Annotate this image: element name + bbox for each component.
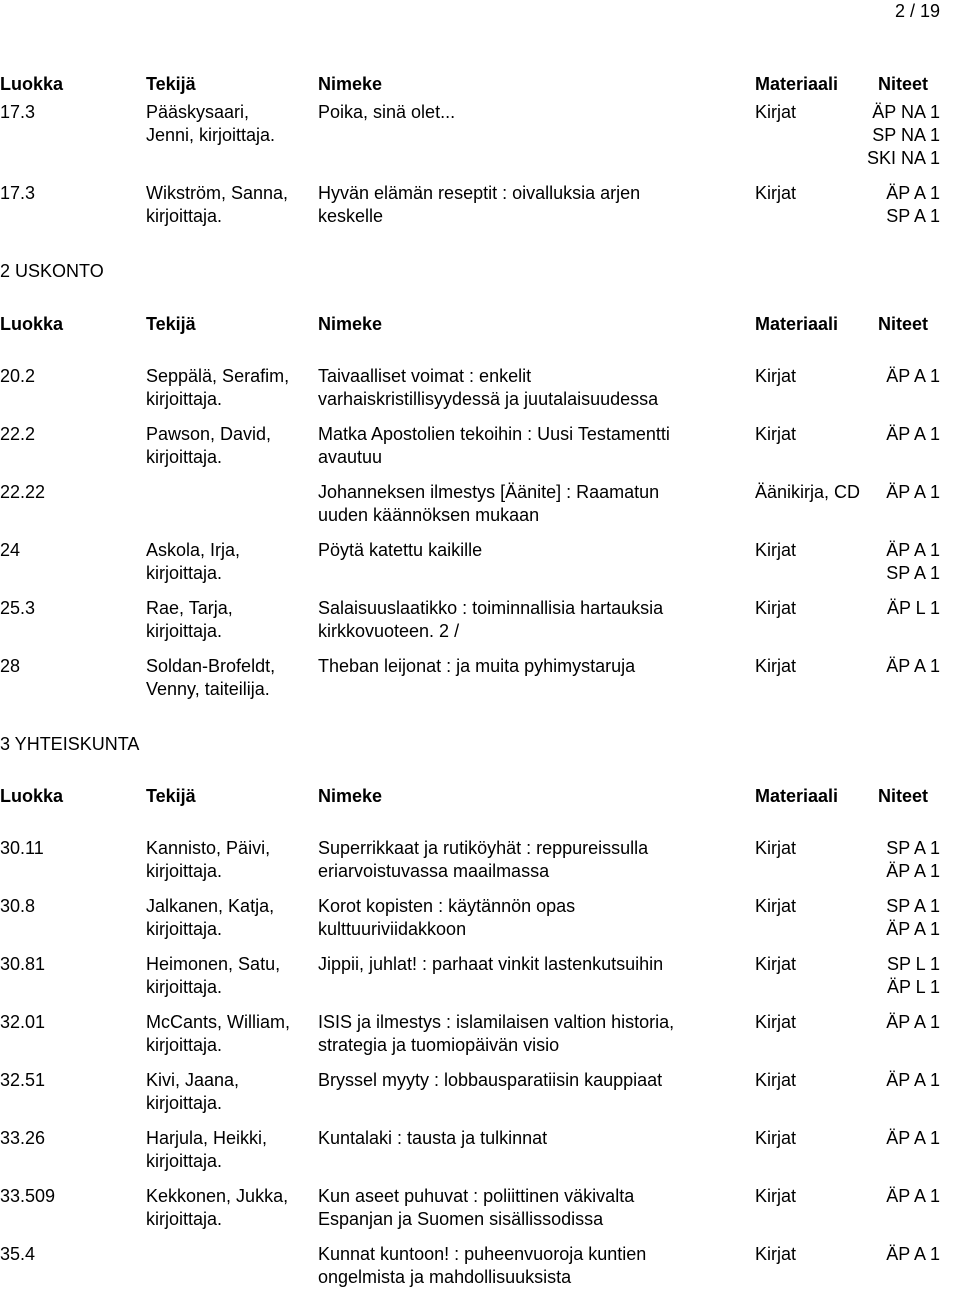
cell-niteet: SP A 1 ÄP A 1 — [886, 896, 940, 939]
cell-materiaali: Kirjat — [755, 540, 797, 560]
cell-materiaali: Kirjat — [755, 1128, 797, 1148]
page-number: 2 / 19 — [894, 1, 940, 21]
cell-niteet: ÄP A 1 — [886, 424, 940, 444]
cell-tekija: Rae, Tarja, kirjoittaja. — [146, 598, 233, 641]
table-row — [0, 481, 960, 525]
table-row — [0, 655, 960, 699]
cell-materiaali: Kirjat — [755, 1244, 797, 1264]
table-row — [0, 837, 960, 881]
cell-luokka: 20.2 — [0, 366, 36, 386]
cell-niteet: SP L 1 ÄP L 1 — [886, 954, 940, 997]
cell-luokka: 25.3 — [0, 598, 36, 618]
cell-nimeke: Salaisuuslaatikko : toiminnallisia hartauksia kirkkovuoteen. 2 / — [318, 598, 664, 641]
cell-luokka: 17.3 — [0, 183, 36, 203]
cell-materiaali: Kirjat — [755, 1186, 797, 1206]
section-title: 2 USKONTO — [0, 261, 104, 281]
cell-materiaali: Kirjat — [755, 896, 797, 916]
cell-luokka: 32.01 — [0, 1012, 46, 1032]
cell-nimeke: Kuntalaki : tausta ja tulkinnat — [318, 1128, 548, 1148]
cell-luokka: 30.11 — [0, 838, 44, 858]
cell-luokka: 22.22 — [0, 482, 46, 502]
cell-nimeke: Kunnat kuntoon! : puheenvuoroja kuntien ongelmista ja mahdollisuuksista — [318, 1244, 647, 1287]
cell-niteet: ÄP A 1 — [886, 1186, 940, 1206]
cell-tekija: Kannisto, Päivi, kirjoittaja. — [146, 838, 271, 881]
cell-nimeke: Jippii, juhlat! : parhaat vinkit lastenkutsuihin — [318, 954, 664, 974]
cell-luokka: 17.3 — [0, 102, 36, 122]
cell-niteet: ÄP A 1 SP A 1 — [886, 183, 940, 226]
cell-niteet: ÄP A 1 — [886, 656, 940, 676]
cell-materiaali: Kirjat — [755, 102, 797, 122]
cell-tekija: Wikström, Sanna, kirjoittaja. — [146, 183, 289, 226]
cell-nimeke: ISIS ja ilmestys : islamilaisen valtion historia, strategia ja tuomiopäivän visio — [318, 1012, 675, 1055]
table-row — [0, 182, 960, 226]
cell-luokka: 35.4 — [0, 1244, 36, 1264]
table-header — [0, 73, 960, 96]
header-niteet: Niteet — [878, 314, 929, 334]
header-tekija: Tekijä — [146, 786, 196, 806]
cell-luokka: 24 — [0, 540, 21, 560]
cell-nimeke: Superrikkaat ja rutiköyhät : reppureissulla eriarvoistuvassa maailmassa — [318, 838, 649, 881]
cell-tekija: Pääskysaari, Jenni, kirjoittaja. — [146, 102, 276, 145]
cell-nimeke: Poika, sinä olet... — [318, 102, 456, 122]
header-luokka: Luokka — [0, 314, 64, 334]
header-tekija: Tekijä — [146, 314, 196, 334]
cell-luokka: 30.81 — [0, 954, 46, 974]
table-row — [0, 1127, 960, 1171]
cell-tekija: McCants, William, kirjoittaja. — [146, 1012, 291, 1055]
cell-materiaali: Kirjat — [755, 1012, 797, 1032]
table-row — [0, 953, 960, 997]
cell-niteet: ÄP A 1 — [886, 482, 940, 502]
cell-nimeke: Johanneksen ilmestys [Äänite] : Raamatun uuden käännöksen mukaan — [318, 482, 660, 525]
table-row — [0, 1185, 960, 1229]
cell-materiaali: Kirjat — [755, 656, 797, 676]
cell-luokka: 22.2 — [0, 424, 36, 444]
table-row — [0, 1069, 960, 1113]
cell-nimeke: Pöytä katettu kaikille — [318, 540, 483, 560]
cell-materiaali: Kirjat — [755, 183, 797, 203]
table-header — [0, 785, 960, 808]
cell-nimeke: Theban leijonat : ja muita pyhimystaruja — [318, 656, 636, 676]
cell-materiaali: Kirjat — [755, 954, 797, 974]
header-materiaali: Materiaali — [755, 74, 839, 94]
cell-materiaali: Kirjat — [755, 366, 797, 386]
cell-tekija: Heimonen, Satu, kirjoittaja. — [146, 954, 281, 997]
cell-tekija: Soldan-Brofeldt, Venny, taiteilija. — [146, 656, 276, 699]
table-row — [0, 1243, 960, 1287]
cell-luokka: 33.509 — [0, 1186, 56, 1206]
cell-luokka: 32.51 — [0, 1070, 46, 1090]
cell-niteet: ÄP A 1 — [886, 1244, 940, 1264]
cell-tekija: Kekkonen, Jukka, kirjoittaja. — [146, 1186, 289, 1229]
header-tekija: Tekijä — [146, 74, 196, 94]
cell-materiaali: Kirjat — [755, 838, 797, 858]
section-title: 3 YHTEISKUNTA — [0, 734, 140, 754]
cell-nimeke: Bryssel myyty : lobbausparatiisin kauppiaat — [318, 1070, 663, 1090]
cell-luokka: 33.26 — [0, 1128, 46, 1148]
header-materiaali: Materiaali — [755, 786, 839, 806]
header-niteet: Niteet — [878, 786, 929, 806]
cell-materiaali: Kirjat — [755, 598, 797, 618]
header-luokka: Luokka — [0, 786, 64, 806]
table-row — [0, 539, 960, 583]
cell-tekija: Pawson, David, kirjoittaja. — [146, 424, 272, 467]
cell-nimeke: Kun aseet puhuvat : poliittinen väkivalta Espanjan ja Suomen sisällissodissa — [318, 1186, 635, 1229]
header-nimeke: Nimeke — [318, 314, 383, 334]
cell-tekija: Harjula, Heikki, kirjoittaja. — [146, 1128, 268, 1171]
table-row — [0, 1011, 960, 1055]
header-materiaali: Materiaali — [755, 314, 839, 334]
table-row — [0, 597, 960, 641]
cell-nimeke: Taivaalliset voimat : enkelit varhaiskristillisyydessä ja juutalaisuudessa — [318, 366, 659, 409]
cell-niteet: SP A 1 ÄP A 1 — [886, 838, 940, 881]
table-row — [0, 365, 960, 409]
header-niteet: Niteet — [878, 74, 929, 94]
cell-niteet: ÄP NA 1 SP NA 1 SKI NA 1 — [866, 102, 940, 168]
cell-materiaali: Kirjat — [755, 1070, 797, 1090]
table-header — [0, 313, 960, 336]
cell-nimeke: Hyvän elämän reseptit : oivalluksia arjen keskelle — [318, 183, 641, 226]
cell-niteet: ÄP L 1 — [886, 598, 940, 618]
cell-tekija: Seppälä, Serafim, kirjoittaja. — [146, 366, 290, 409]
header-luokka: Luokka — [0, 74, 64, 94]
cell-luokka: 30.8 — [0, 896, 36, 916]
cell-niteet: ÄP A 1 SP A 1 — [886, 540, 940, 583]
cell-niteet: ÄP A 1 — [886, 1070, 940, 1090]
cell-niteet: ÄP A 1 — [886, 366, 940, 386]
cell-materiaali: Kirjat — [755, 424, 797, 444]
header-nimeke: Nimeke — [318, 786, 383, 806]
cell-niteet: ÄP A 1 — [886, 1012, 940, 1032]
cell-materiaali: Äänikirja, CD — [755, 482, 861, 502]
header-nimeke: Nimeke — [318, 74, 383, 94]
cell-tekija: Askola, Irja, kirjoittaja. — [146, 540, 241, 583]
cell-nimeke: Korot kopisten : käytännön opas kulttuuriviidakkoon — [318, 896, 576, 939]
cell-luokka: 28 — [0, 656, 21, 676]
cell-nimeke: Matka Apostolien tekoihin : Uusi Testamentti avautuu — [318, 424, 670, 467]
table-row — [0, 895, 960, 939]
table-row — [0, 423, 960, 467]
cell-niteet: ÄP A 1 — [886, 1128, 940, 1148]
cell-tekija: Kivi, Jaana, kirjoittaja. — [146, 1070, 240, 1113]
table-row — [0, 101, 960, 168]
cell-tekija: Jalkanen, Katja, kirjoittaja. — [146, 896, 275, 939]
